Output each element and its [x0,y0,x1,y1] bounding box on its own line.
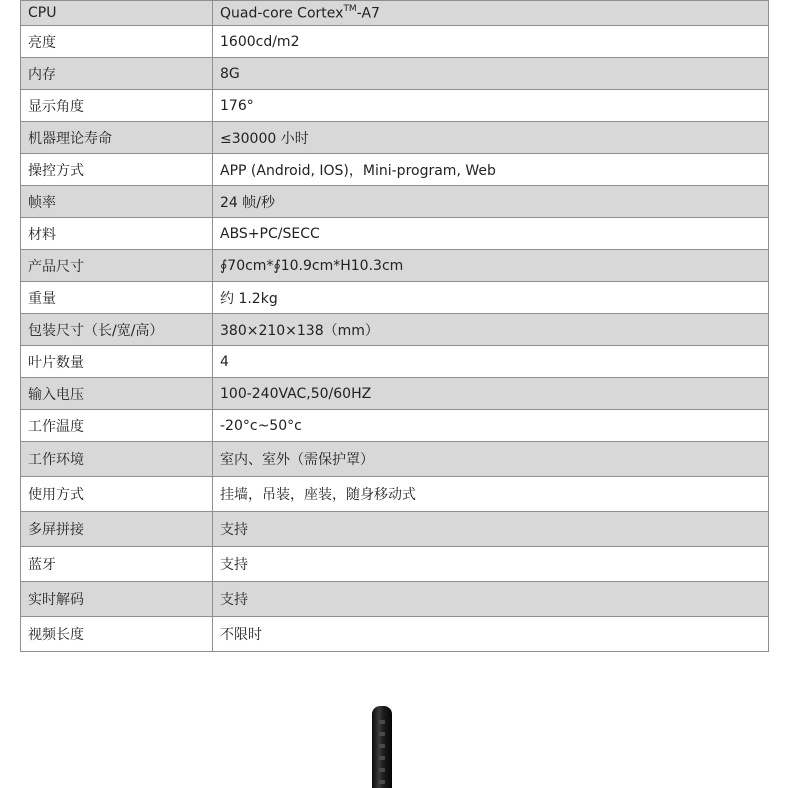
spec-row-cpu [21,1,769,26]
spec-value: -20°c~50°c [213,410,769,442]
spec-label: 产品尺寸 [21,250,213,282]
spec-label: 工作温度 [21,410,213,442]
spec-row [21,512,769,547]
spec-label: 输入电压 [21,378,213,410]
spec-value: 不限时 [213,617,769,652]
spec-row [21,582,769,617]
spec-label: 多屏拼接 [21,512,213,547]
spec-label: 操控方式 [21,154,213,186]
spec-value: ABS+PC/SECC [213,218,769,250]
spec-value: 1600cd/m2 [213,26,769,58]
spec-label: 帧率 [21,186,213,218]
spec-value: ≤30000 小时 [213,122,769,154]
spec-value: 100-240VAC,50/60HZ [213,378,769,410]
spec-label: CPU [21,1,213,26]
spec-row [21,477,769,512]
spec-row [21,617,769,652]
spec-value: 支持 [213,582,769,617]
spec-value-tail: -A7 [356,5,380,22]
spec-value: 8G [213,58,769,90]
spec-row [21,186,769,218]
spec-value: 约 1.2kg [213,282,769,314]
spec-table [20,0,769,652]
spec-value: 支持 [213,512,769,547]
antenna-dot [379,732,385,736]
trademark-sup: TM [343,3,357,14]
antenna-dot [379,744,385,748]
spec-value: 4 [213,346,769,378]
spec-row [21,58,769,90]
spec-label: 视频长度 [21,617,213,652]
spec-value: ∮70cm*∮10.9cm*H10.3cm [213,250,769,282]
spec-label: 使用方式 [21,477,213,512]
spec-row [21,282,769,314]
antenna-dot [379,768,385,772]
spec-label: 显示角度 [21,90,213,122]
spec-label: 机器理论寿命 [21,122,213,154]
spec-value [213,1,769,26]
spec-label: 包装尺寸（长/宽/高） [21,314,213,346]
spec-value: APP (Android, IOS)，Mini-program, Web [213,154,769,186]
spec-value: 室内、室外（需保护罩） [213,442,769,477]
spec-value-main: Quad-core Cortex [220,5,344,22]
spec-value: 176° [213,90,769,122]
spec-label: 工作环境 [21,442,213,477]
spec-value: 支持 [213,547,769,582]
antenna-dot [379,780,385,784]
spec-label: 材料 [21,218,213,250]
spec-row [21,378,769,410]
antenna-dot [379,720,385,724]
spec-row [21,90,769,122]
spec-row [21,122,769,154]
spec-label: 实时解码 [21,582,213,617]
spec-value: 挂墙，吊装，座装，随身移动式 [213,477,769,512]
spec-value: 24 帧/秒 [213,186,769,218]
spec-label: 重量 [21,282,213,314]
spec-label: 叶片数量 [21,346,213,378]
spec-row [21,547,769,582]
spec-row [21,26,769,58]
spec-label: 亮度 [21,26,213,58]
antenna-icon [372,706,392,788]
spec-row [21,442,769,477]
spec-row [21,314,769,346]
spec-label: 内存 [21,58,213,90]
spec-value: 380×210×138（mm） [213,314,769,346]
spec-row [21,346,769,378]
spec-row [21,250,769,282]
spec-row [21,154,769,186]
spec-row [21,218,769,250]
spec-label: 蓝牙 [21,547,213,582]
spec-row [21,410,769,442]
antenna-dot [379,756,385,760]
